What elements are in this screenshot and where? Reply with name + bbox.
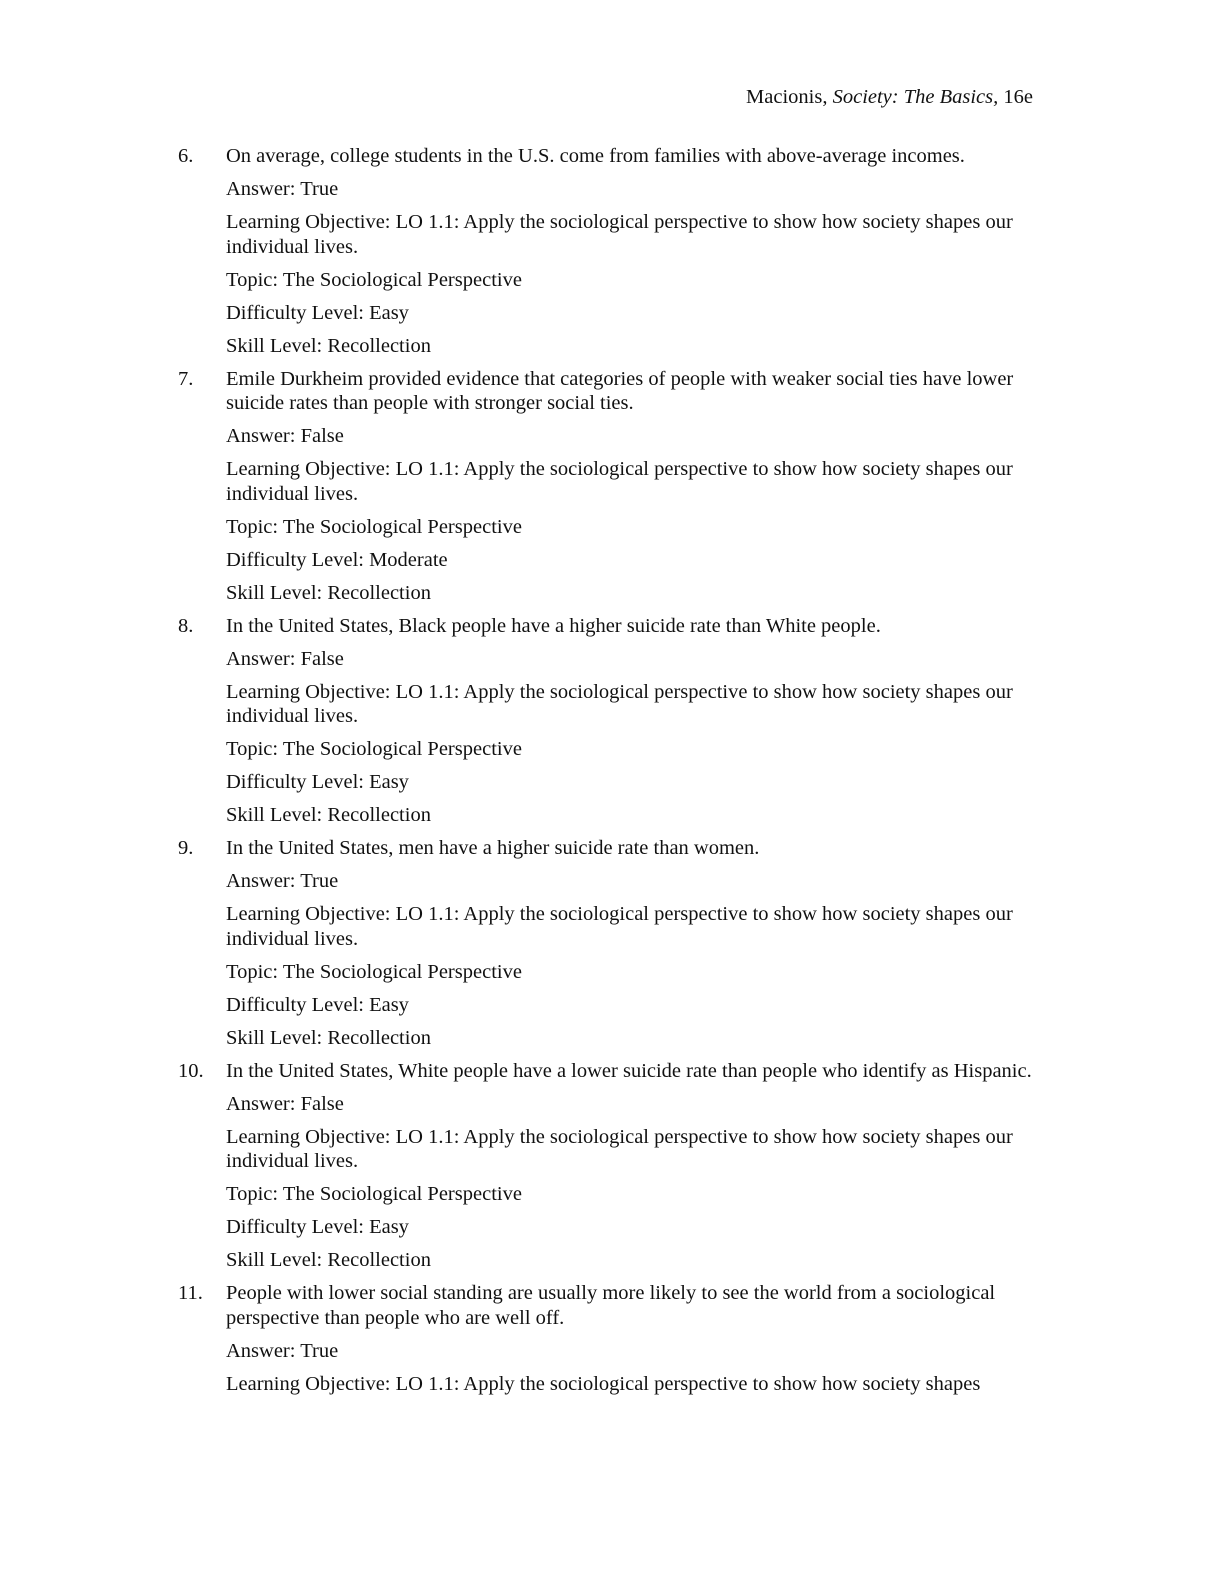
skill-line: Skill Level: Recollection (226, 804, 431, 826)
skill-line: Skill Level: Recollection (226, 1249, 431, 1271)
running-header (746, 85, 1033, 109)
header-edition: 16e (1003, 86, 1033, 108)
answer-line: Answer: True (226, 178, 339, 200)
topic-line: Topic: The Sociological Perspective (226, 268, 522, 291)
answer-line: Answer: True (226, 870, 339, 892)
question-item (0, 367, 1224, 606)
question-item (0, 836, 1224, 1050)
topic-line: Topic: The Sociological Perspective (226, 515, 522, 538)
question-text: In the United States, Black people have a higher suicide rate than White people. (226, 614, 881, 637)
learning-objective-line: Learning Objective: LO 1.1: Apply the sociological perspective to show how society shapes our individual lives. (226, 211, 1013, 258)
question-list (0, 144, 1224, 1405)
learning-objective-line: Learning Objective: LO 1.1: Apply the sociological perspective to show how society shapes our individual lives. (226, 680, 1013, 727)
header-book-title: Society: The Basics, (832, 86, 999, 108)
question-body (226, 614, 1036, 828)
topic-line: Topic: The Sociological Perspective (226, 1183, 522, 1205)
question-item (0, 144, 1224, 358)
question-item (0, 1281, 1224, 1396)
skill-line: Skill Level: Recollection (226, 334, 431, 357)
topic-line: Topic: The Sociological Perspective (226, 738, 522, 760)
question-body (226, 836, 1036, 1050)
question-body (226, 1281, 1036, 1396)
question-item (0, 614, 1224, 828)
learning-objective-line: Learning Objective: LO 1.1: Apply the sociological perspective to show how society shapes (226, 1372, 981, 1395)
difficulty-line: Difficulty Level: Easy (226, 301, 409, 324)
difficulty-line: Difficulty Level: Easy (226, 1216, 409, 1238)
difficulty-line: Difficulty Level: Easy (226, 993, 409, 1016)
question-number: 9. (178, 837, 194, 859)
difficulty-line: Difficulty Level: Easy (226, 771, 409, 793)
question-text: On average, college students in the U.S. come from families with above-average incomes. (226, 145, 965, 167)
answer-line: Answer: True (226, 1339, 339, 1362)
topic-line: Topic: The Sociological Perspective (226, 960, 522, 983)
answer-line: Answer: False (226, 425, 344, 447)
question-item (0, 1059, 1224, 1273)
skill-line: Skill Level: Recollection (226, 1026, 431, 1049)
question-number: 11. (178, 1282, 203, 1304)
question-number: 10. (178, 1059, 204, 1082)
learning-objective-line: Learning Objective: LO 1.1: Apply the sociological perspective to show how society shapes our individual lives. (226, 903, 1013, 950)
question-text: Emile Durkheim provided evidence that categories of people with weaker social ties have lower suicide rates than people with stronger social ties. (226, 367, 1014, 414)
question-number: 8. (178, 614, 194, 637)
difficulty-line: Difficulty Level: Moderate (226, 548, 448, 571)
question-body (226, 144, 1036, 358)
question-text: In the United States, men have a higher suicide rate than women. (226, 837, 760, 859)
question-body (226, 1059, 1036, 1273)
answer-line: Answer: False (226, 647, 344, 670)
skill-line: Skill Level: Recollection (226, 581, 431, 604)
question-number: 6. (178, 145, 194, 167)
question-body (226, 367, 1036, 606)
learning-objective-line: Learning Objective: LO 1.1: Apply the sociological perspective to show how society shapes our individual lives. (226, 458, 1013, 505)
header-author: Macionis, (746, 86, 828, 108)
learning-objective-line: Learning Objective: LO 1.1: Apply the sociological perspective to show how society shapes our individual lives. (226, 1125, 1013, 1172)
question-text: In the United States, White people have a lower suicide rate than people who identify as Hispanic. (226, 1059, 1032, 1082)
answer-line: Answer: False (226, 1092, 344, 1115)
question-number: 7. (178, 367, 194, 390)
question-text: People with lower social standing are usually more likely to see the world from a sociological perspective than people who are well off. (226, 1282, 996, 1329)
